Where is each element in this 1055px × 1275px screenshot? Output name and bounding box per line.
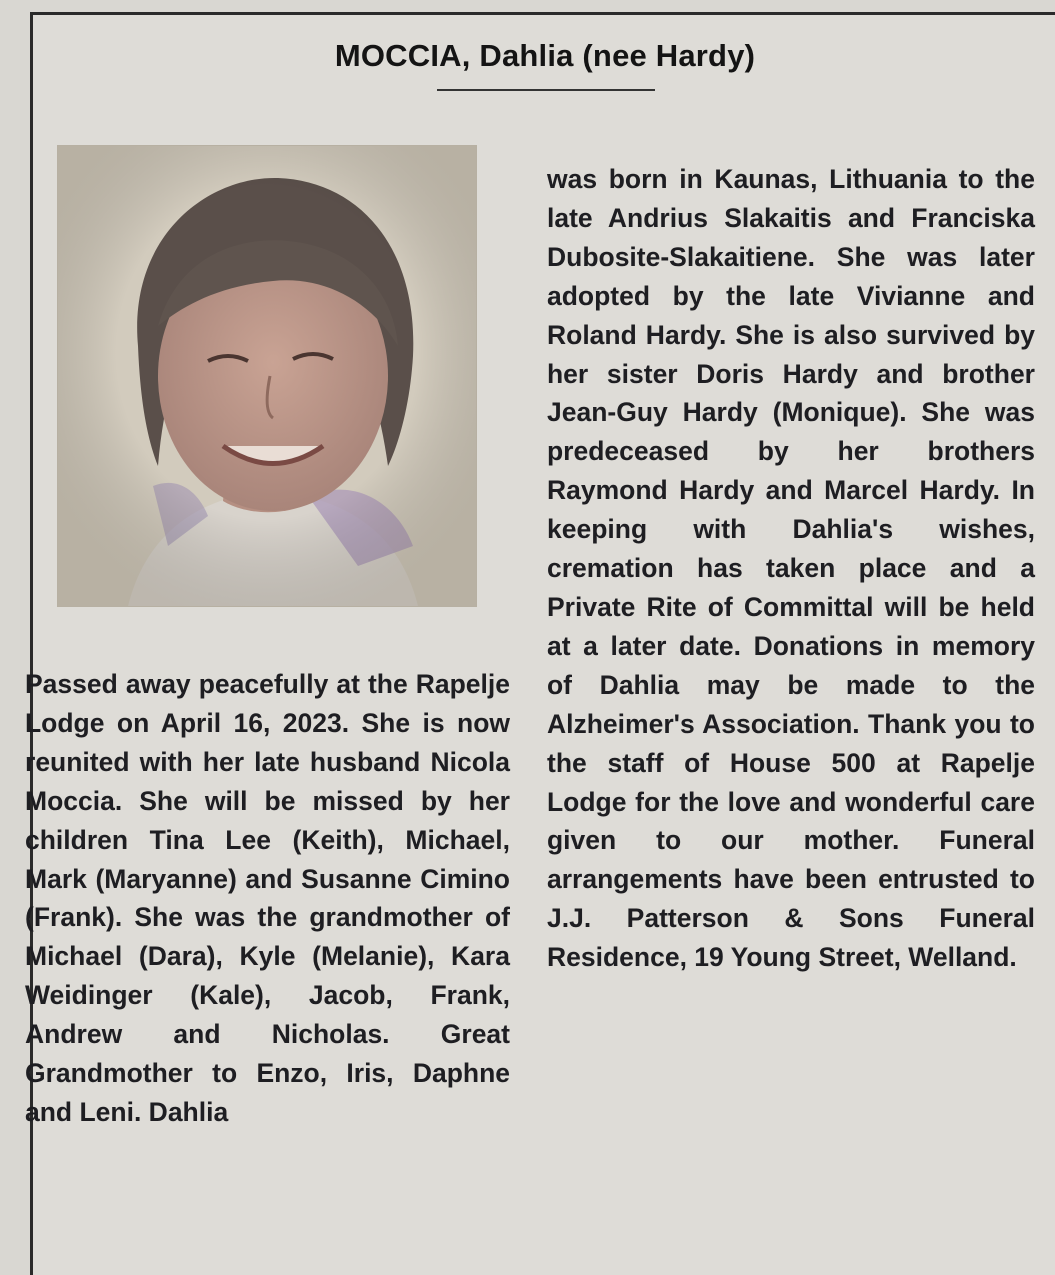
title-underline	[437, 89, 655, 91]
portrait-photo	[57, 145, 477, 607]
obituary-text-left-column: Passed away peacefully at the Rapelje Lodge on April 16, 2023. She is now reunited with her late husband Nicola Moccia. She will be missed by her children Tina Lee (Keith), Michael, Mark (Maryanne) and Susanne Cimino (Frank). She was the grandmother of Michael (Dara), Kyle (Melanie), Kara Weidinger (Kale), Jacob, Frank, Andrew and Nicholas. Great Grandmother to Enzo, Iris, Daphne and Leni. Dahlia	[25, 669, 510, 1127]
obituary-title: MOCCIA, Dahlia (nee Hardy)	[334, 38, 756, 73]
portrait-illustration	[58, 146, 476, 606]
obituary-text-right-column: was born in Kaunas, Lithuania to the late Andrius Slakaitis and Franciska Dubosite-Slakaitiene. She was later adopted by the late Vivianne and Roland Hardy. She is also survived by her sister Doris Hardy and brother Jean-Guy Hardy (Monique). She was predeceased by her brothers Raymond Hardy and Marcel Hardy. In keeping with Dahlia's wishes, cremation has taken place and a Private Rite of Committal will be held at a later date. Donations in memory of Dahlia may be made to the Alzheimer's Association. Thank you to the staff of House 500 at Rapelje Lodge for the love and wonderful care given to our mother. Funeral arrangements have been entrusted to J.J. Patterson & Sons Funeral Residence, 19 Young Street, Welland.	[547, 164, 1035, 973]
